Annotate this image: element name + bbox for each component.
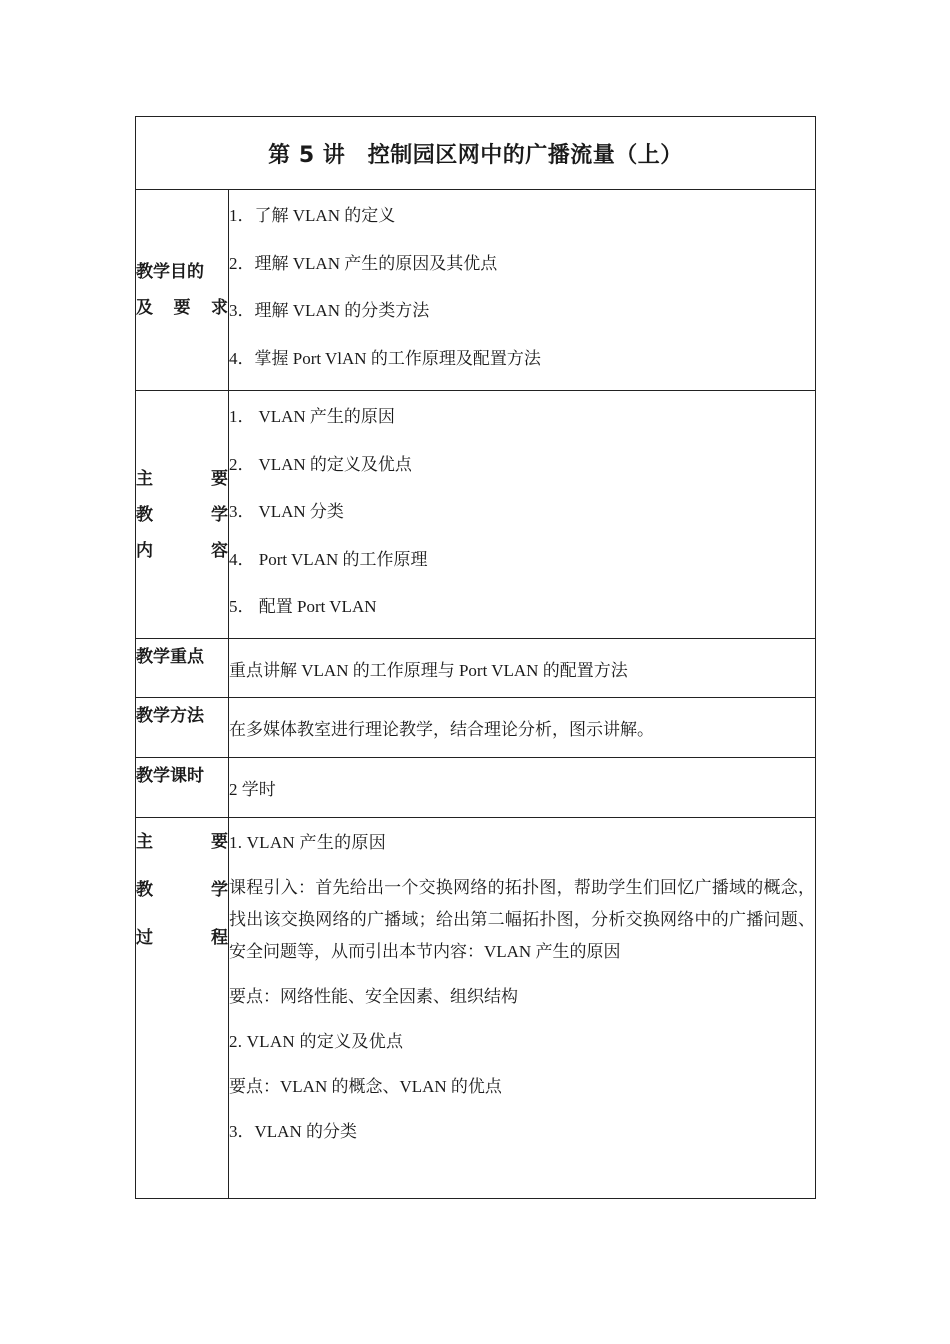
objectives-label-char: 求 <box>211 298 228 318</box>
key-points-row <box>136 639 816 698</box>
process-label-cell <box>136 818 229 1199</box>
label-char: 容 <box>211 540 228 561</box>
main-content-label-line <box>136 461 228 497</box>
content-item: 2． VLAN 的定义及优点 <box>229 454 412 474</box>
content-item: 5． 配置 Port VLAN <box>229 597 377 616</box>
content-item: 1． VLAN 产生的原因 <box>229 407 395 426</box>
label-char: 过 <box>136 928 153 948</box>
process-point: 要点：网络性能、安全因素、组织结构 <box>229 987 518 1006</box>
objective-item: 4．掌握 Port VlAN 的工作原理及配置方法 <box>229 348 541 368</box>
label-char: 主 <box>136 468 153 489</box>
main-content-label-line <box>136 533 228 569</box>
process-body <box>229 818 816 1199</box>
process-label-line <box>136 914 228 962</box>
label-char: 教 <box>136 880 153 900</box>
process-heading: 1. VLAN 产生的原因 <box>229 833 387 852</box>
objectives-label-line1: 教学目的 <box>136 262 204 282</box>
key-points-text: 重点讲解 VLAN 的工作原理与 Port VLAN 的配置方法 <box>229 639 816 698</box>
hours-row <box>136 758 816 818</box>
label-char: 学 <box>211 504 228 525</box>
main-content-row <box>136 391 816 639</box>
process-row <box>136 818 816 1199</box>
objective-item: 1．了解 VLAN 的定义 <box>229 206 396 225</box>
process-heading: 3．VLAN 的分类 <box>229 1122 357 1141</box>
hours-text: 2 学时 <box>229 758 816 818</box>
process-label-line <box>136 818 228 866</box>
process-heading: 2. VLAN 的定义及优点 <box>229 1032 404 1051</box>
key-points-label: 教学重点 <box>136 639 229 698</box>
objective-item: 2．理解 VLAN 产生的原因及其优点 <box>229 253 498 273</box>
label-char: 内 <box>136 540 153 561</box>
lesson-plan-table <box>135 116 816 1199</box>
objectives-list <box>229 190 816 391</box>
label-char: 要 <box>211 832 228 852</box>
content-item: 4． Port VLAN 的工作原理 <box>229 549 428 569</box>
method-text: 在多媒体教室进行理论教学，结合理论分析，图示讲解。 <box>229 698 816 758</box>
hours-label: 教学课时 <box>136 758 229 818</box>
objectives-label-line2 <box>136 290 228 326</box>
objectives-label-char: 要 <box>173 298 191 318</box>
process-point: 要点：VLAN 的概念、VLAN 的优点 <box>229 1077 502 1096</box>
label-char: 要 <box>211 468 228 489</box>
label-char: 主 <box>136 832 153 852</box>
label-char: 教 <box>136 504 153 525</box>
method-label: 教学方法 <box>136 698 229 758</box>
objectives-row <box>136 190 816 391</box>
objectives-label-cell <box>136 190 229 391</box>
main-content-label-line <box>136 497 228 533</box>
method-row <box>136 698 816 758</box>
label-char: 学 <box>211 880 228 900</box>
process-intro: 课程引入：首先给出一个交换网络的拓扑图，帮助学生们回忆广播域的概念，找出该交换网络的广播域；给出第二幅拓扑图，分析交换网络中的广播问题、安全问题等，从而引出本节内容：VLAN 产生的原因 <box>229 878 815 961</box>
objectives-label-char: 及 <box>136 298 153 318</box>
page-title: 第 5 讲 控制园区网中的广播流量（上） <box>136 117 816 190</box>
main-content-list <box>229 391 816 639</box>
process-label-line <box>136 866 228 914</box>
objective-item: 3．理解 VLAN 的分类方法 <box>229 301 430 320</box>
label-char: 程 <box>211 928 228 948</box>
content-item: 3． VLAN 分类 <box>229 502 344 521</box>
title-row <box>136 117 816 190</box>
main-content-label-cell <box>136 391 229 639</box>
